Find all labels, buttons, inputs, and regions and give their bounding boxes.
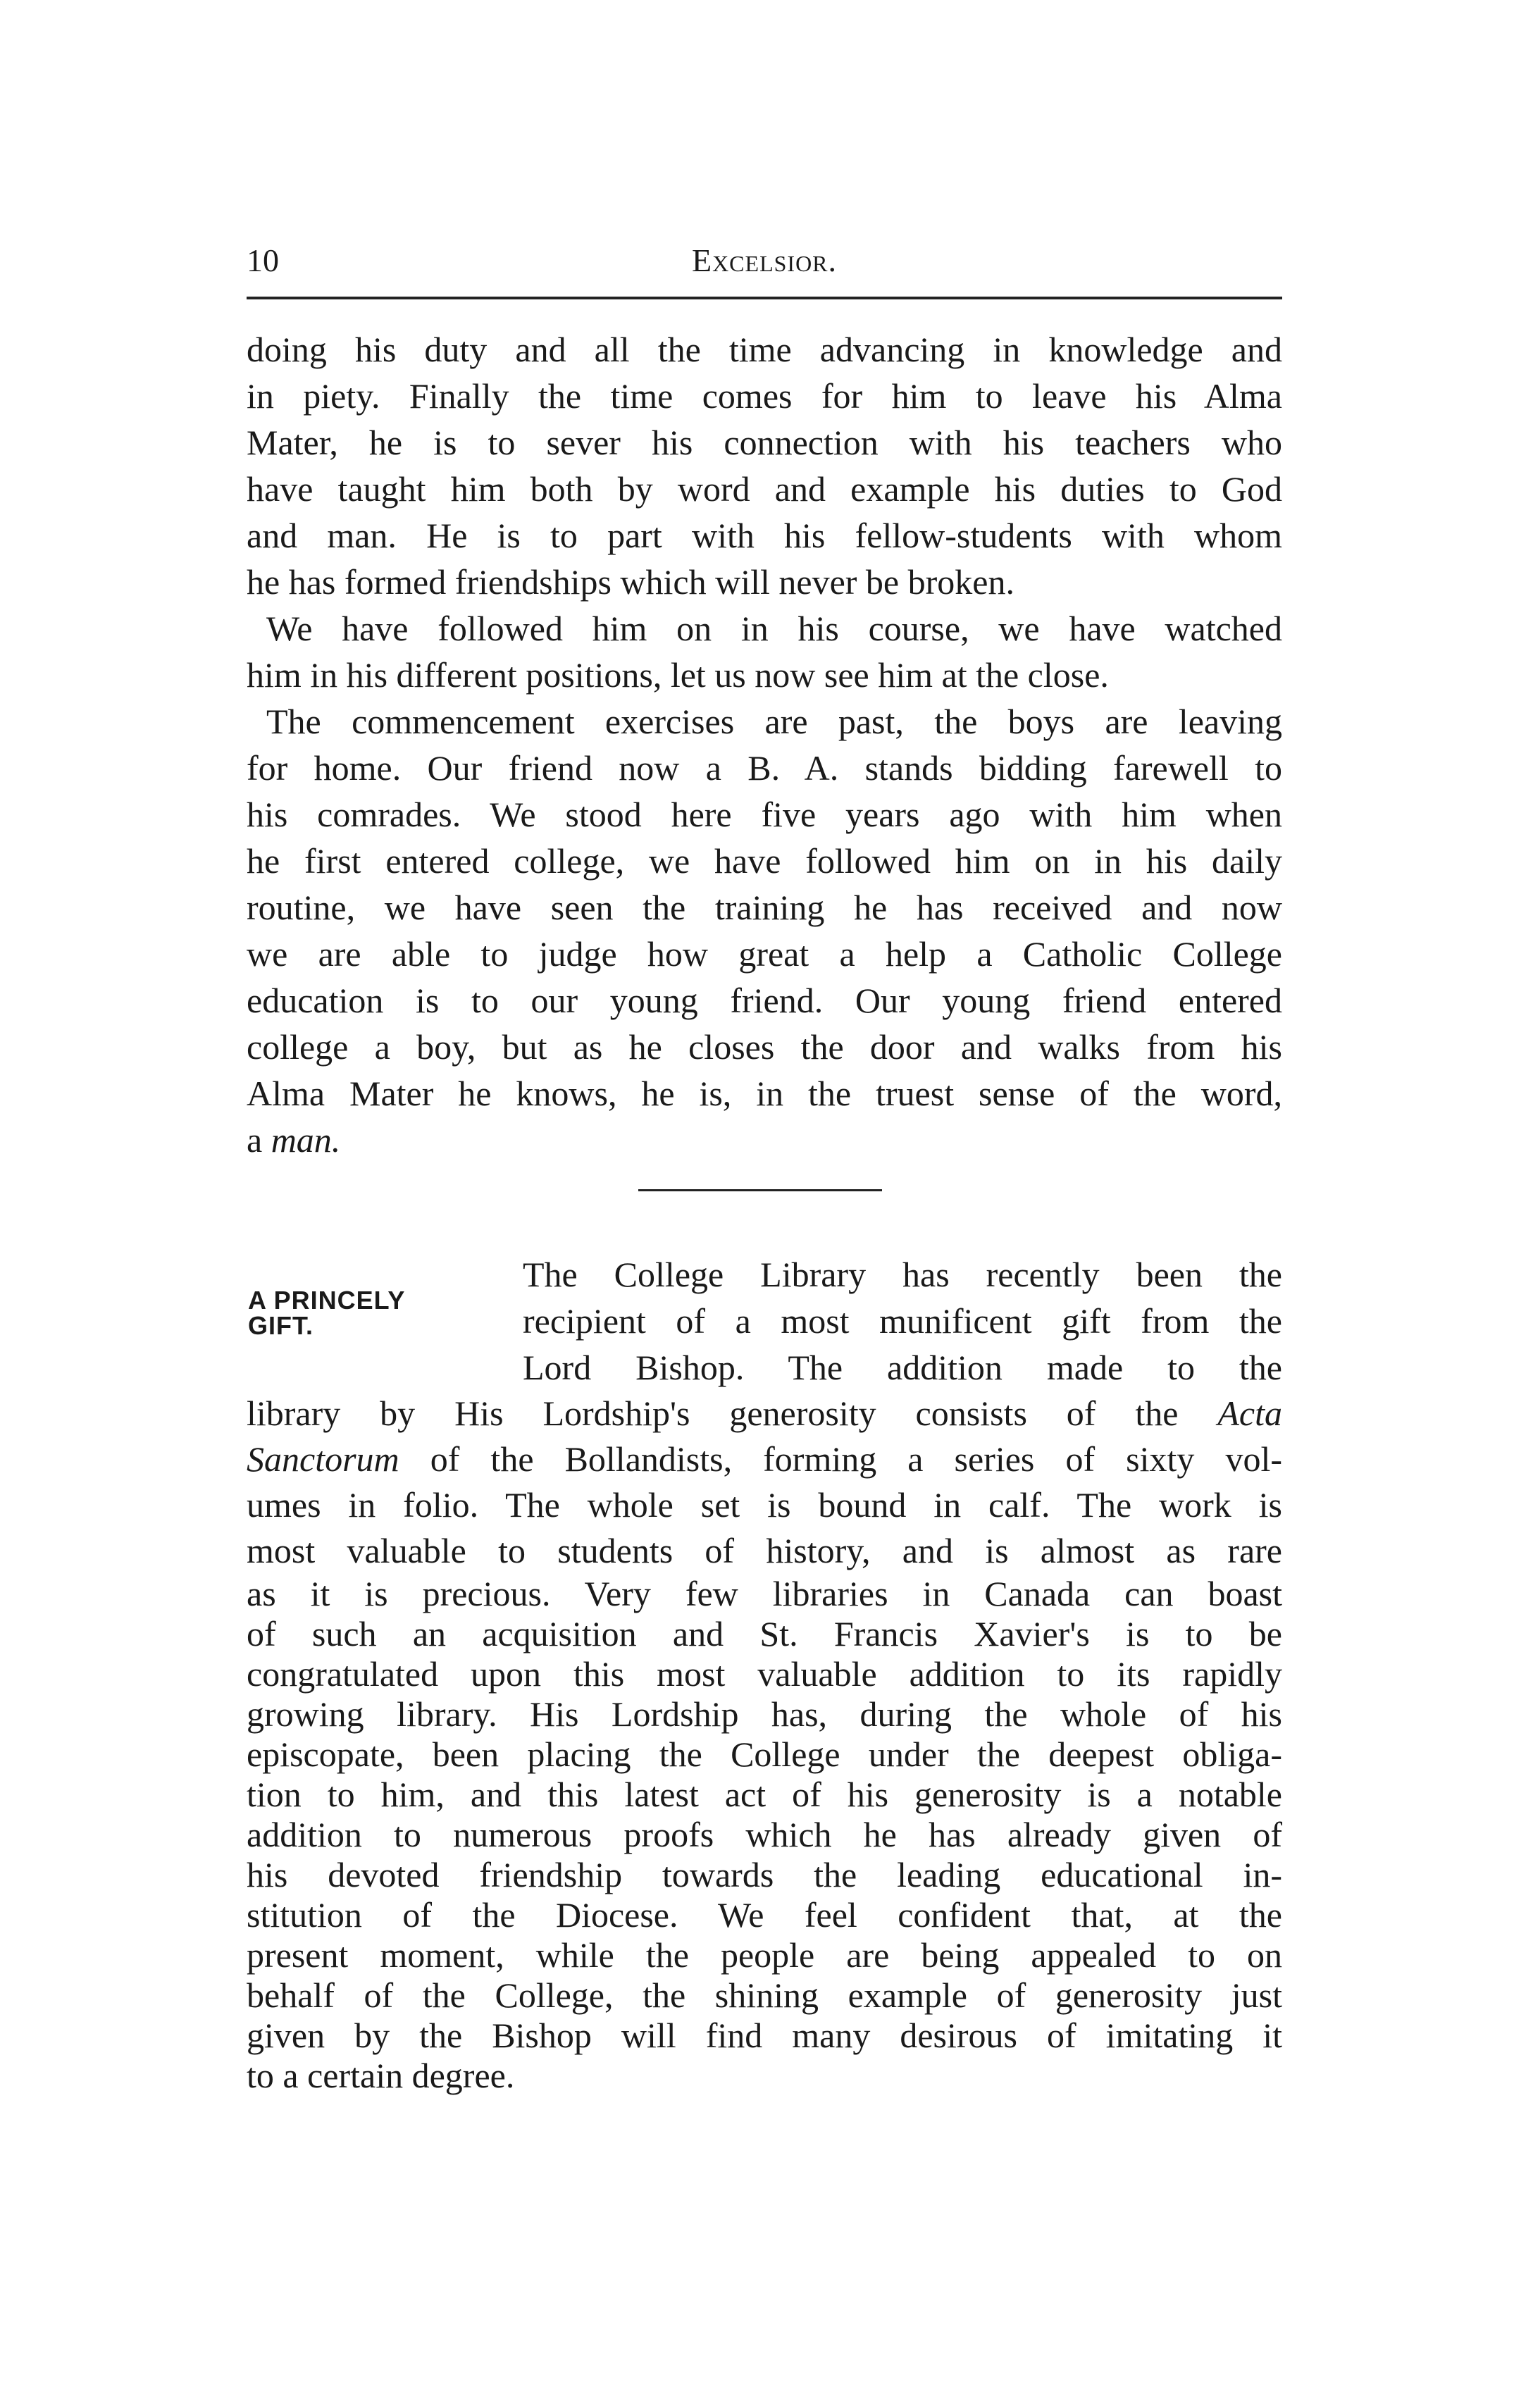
paragraph — [247, 1391, 1282, 1574]
text-line: present moment, while the people are being appealed to on — [247, 1935, 1282, 1975]
text-line: he has formed friendships which will never be broken. — [247, 562, 1014, 602]
text-line: behalf of the College, the shining example of generosity just — [247, 1975, 1282, 2015]
side-heading — [248, 1288, 480, 1339]
text-line: stitution of the Diocese. We feel confident that, at the — [247, 1895, 1282, 1935]
paragraph — [247, 1574, 1282, 2096]
text-line: The commencement exercises are past, the boys are leaving — [266, 702, 1282, 741]
text-line: he first entered college, we have followed him on in his daily — [247, 841, 1282, 881]
text-fragment: a — [247, 1120, 271, 1160]
paragraph — [247, 605, 1282, 698]
text-line: to a certain degree. — [247, 2056, 515, 2095]
text-line: most valuable to students of history, and is almost as rare — [247, 1531, 1282, 1570]
text-line: have taught him both by word and example his duties to God — [247, 469, 1282, 509]
text-line: we are able to judge how great a help a Catholic College — [247, 934, 1282, 974]
text-fragment: library by His Lordship's generosity consists of the — [247, 1394, 1218, 1433]
article-lead-lines — [523, 1251, 1282, 1391]
text-line: his comrades. We stood here five years ago with him when — [247, 795, 1282, 834]
text-line: college a boy, but as he closes the door and walks from his — [247, 1027, 1282, 1067]
text-line: routine, we have seen the training he has received and now — [247, 888, 1282, 927]
text-line: tion to him, and this latest act of his generosity is a notable — [247, 1775, 1282, 1814]
paragraph — [247, 698, 1282, 1163]
text-line: as it is precious. Very few libraries in Canada can boast — [247, 1574, 1282, 1613]
text-line — [247, 1391, 1282, 1436]
italic-word: Acta — [1217, 1394, 1282, 1433]
article-princely-gift — [247, 1391, 1282, 2096]
text-line: growing library. His Lordship has, during the whole of his — [247, 1694, 1282, 1734]
text-line: We have followed him on in his course, we have watched — [266, 609, 1282, 648]
text-line: addition to numerous proofs which he has already given of — [247, 1815, 1282, 1854]
italic-word: man. — [271, 1120, 341, 1160]
text-line: Alma Mater he knows, he is, in the truest sense of the word, — [247, 1074, 1282, 1113]
text-line: of such an acquisition and St. Francis Xavier's is to be — [247, 1614, 1282, 1653]
italic-word: Sanctorum — [247, 1439, 399, 1479]
text-line: Lord Bishop. The addition made to the — [523, 1348, 1282, 1387]
text-line: and man. He is to part with his fellow-students with whom — [247, 516, 1282, 555]
header-rule — [247, 297, 1282, 299]
text-line: The College Library has recently been the — [523, 1255, 1282, 1294]
text-line: Mater, he is to sever his connection with his teachers who — [247, 423, 1282, 462]
text-line: in piety. Finally the time comes for him to leave his Alma — [247, 376, 1282, 416]
text-line: doing his duty and all the time advancing in knowledge and — [247, 330, 1282, 369]
text-line: recipient of a most munificent gift from the — [523, 1301, 1282, 1341]
text-line: education is to our young friend. Our young friend entered — [247, 981, 1282, 1020]
page-number: 10 — [247, 242, 279, 278]
text-line: episcopate, been placing the College under the deepest obliga- — [247, 1734, 1282, 1774]
page-header — [247, 240, 1282, 289]
section-divider — [638, 1189, 882, 1191]
text-line: his devoted friendship towards the leading educational in- — [247, 1855, 1282, 1894]
running-title: Excelsior. — [691, 242, 838, 278]
paragraph — [523, 1251, 1282, 1391]
text-line — [247, 1436, 1282, 1482]
text-line: him in his different positions, let us now see him at the close. — [247, 655, 1109, 695]
side-heading-line: GIFT. — [248, 1311, 314, 1340]
side-heading-line: A PRINCELY — [248, 1286, 406, 1315]
text-line: congratulated upon this most valuable addition to its rapidly — [247, 1654, 1282, 1694]
text-line: given by the Bishop will find many desirous of imitating it — [247, 2016, 1282, 2055]
text-line: umes in folio. The whole set is bound in calf. The work is — [247, 1485, 1282, 1525]
paragraph — [247, 326, 1282, 605]
text-fragment: of the Bollandists, forming a series of sixty vol- — [399, 1439, 1282, 1479]
text-line — [247, 1117, 1282, 1163]
article-graduate-close — [247, 326, 1282, 1163]
text-line: for home. Our friend now a B. A. stands bidding farewell to — [247, 748, 1282, 788]
